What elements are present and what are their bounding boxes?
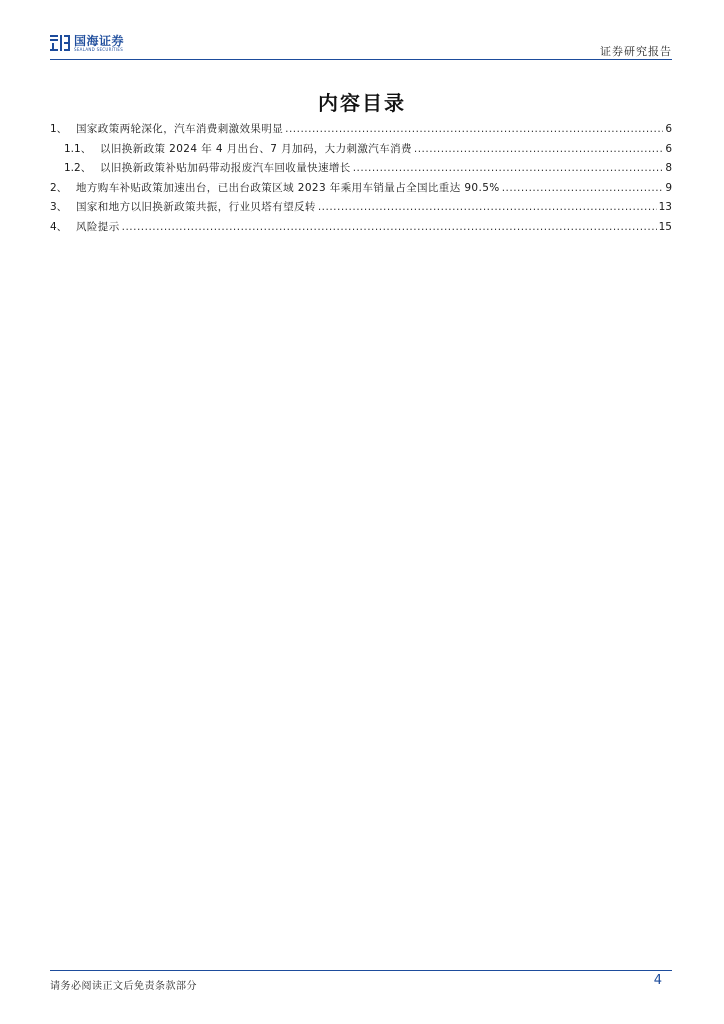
toc-entry-title: 国家政策两轮深化，汽车消费刺激效果明显: [76, 123, 284, 135]
toc-entry-page: 8: [665, 162, 672, 174]
toc-entry-number: 4、: [50, 220, 68, 233]
toc-entry-title: 以旧换新政策补贴加码带动报废汽车回收量快速增长: [100, 162, 351, 174]
toc-entry[interactable]: [50, 141, 672, 161]
logo-english-name: SEALAND SECURITIES: [74, 46, 124, 52]
toc-entry-title: 以旧换新政策 2024 年 4 月出台、7 月加码，大力刺激汽车消费: [100, 142, 412, 155]
table-of-contents: [50, 121, 672, 238]
toc-entry[interactable]: [50, 180, 672, 200]
toc-entry[interactable]: [50, 219, 672, 239]
toc-entry[interactable]: [50, 160, 672, 180]
toc-entry-title: 国家和地方以旧换新政策共振，行业贝塔有望反转: [76, 201, 316, 213]
toc-entry-number: 3、: [50, 201, 68, 213]
toc-entry-number: 1、: [50, 123, 68, 135]
toc-leader-dots: [318, 201, 657, 213]
toc-leader-dots: [414, 143, 663, 155]
toc-entry-page: 9: [665, 181, 672, 194]
toc-entry-page: 6: [665, 123, 672, 135]
logo-mark-icon: [50, 34, 70, 52]
toc-leader-dots: [502, 182, 664, 194]
toc-leader-dots: [353, 162, 664, 174]
footer-divider: [50, 970, 672, 971]
toc-entry-page: 6: [665, 142, 672, 155]
logo-chinese-name: 国海证券: [74, 33, 125, 48]
toc-leader-dots: [122, 221, 657, 233]
toc-entry-number: 1.2、: [64, 162, 92, 174]
toc-entry-number: 2、: [50, 181, 68, 194]
report-type-label: 证券研究报告: [600, 45, 672, 58]
footer-disclaimer: 请务必阅读正文后免责条款部分: [50, 981, 197, 992]
toc-entry-page: 13: [658, 201, 672, 213]
toc-leader-dots: [285, 123, 663, 135]
toc-entry-title: 地方购车补贴政策加速出台，已出台政策区域 2023 年乘用车销量占全国比重达 90.5%: [76, 181, 500, 194]
company-logo: [50, 33, 124, 53]
header-divider: [50, 59, 672, 60]
toc-title: 内容目录: [318, 91, 406, 115]
toc-entry[interactable]: [50, 199, 672, 219]
page-number: 4: [653, 973, 662, 988]
toc-entry[interactable]: [50, 121, 672, 141]
toc-entry-title: 风险提示: [76, 220, 120, 233]
toc-entry-page: 15: [658, 220, 672, 233]
toc-entry-number: 1.1、: [64, 142, 92, 155]
